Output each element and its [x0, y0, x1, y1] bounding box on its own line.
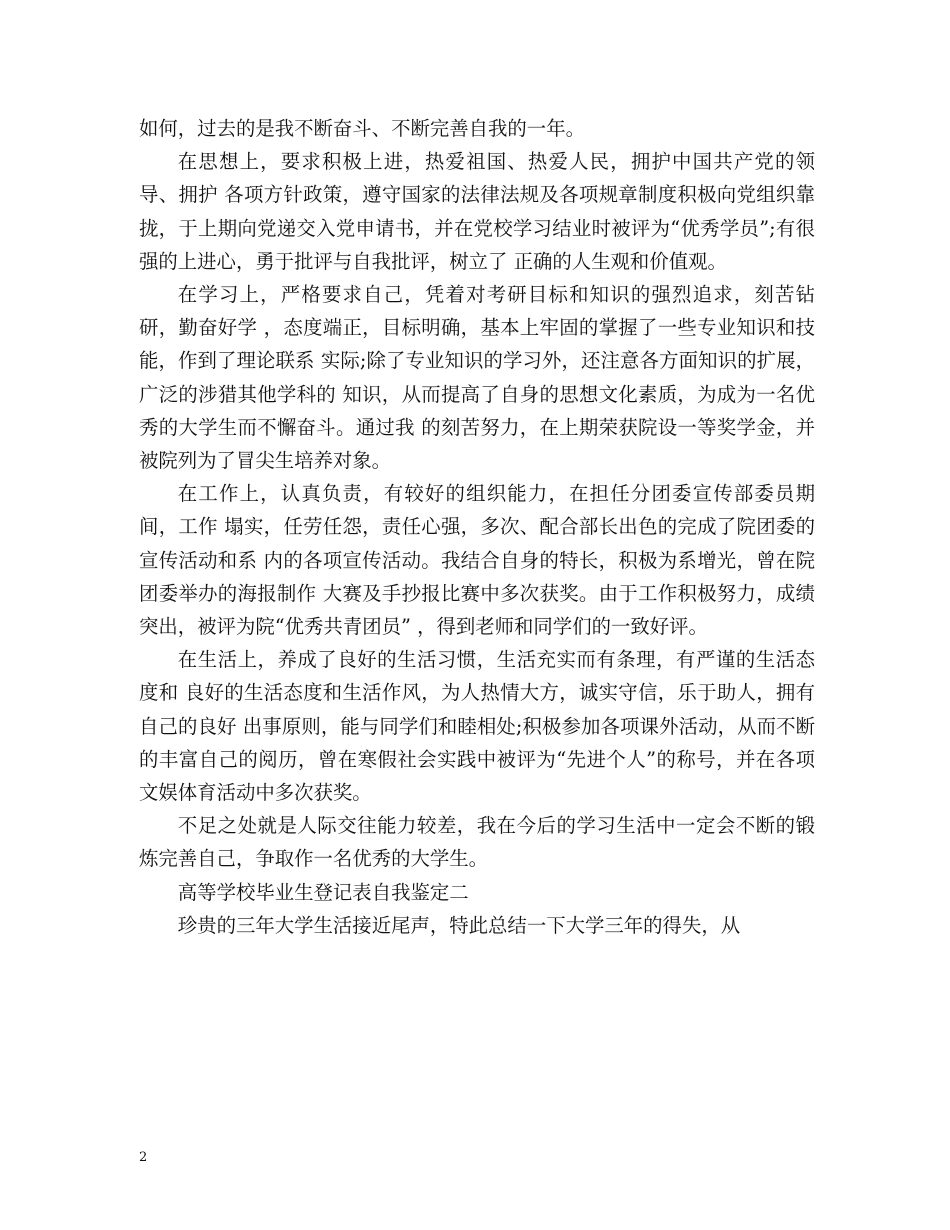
paragraph-second-intro: 珍贵的三年大学生活接近尾声，特此总结一下大学三年的得失，从	[177, 913, 741, 937]
section-heading: 高等学校毕业生登记表自我鉴定二	[177, 880, 469, 904]
paragraph-shortcomings: 不足之处就是人际交往能力较差，我在今后的学习生活中一定会不断的锻炼完善自己，争取作一名优秀的大学生。	[139, 814, 815, 871]
paragraph-thought: 在思想上，要求积极上进，热爱祖国、热爱人民，拥护中国共产党的领导、拥护 各项方针政策，遵守国家的法律法规及各项规章制度积极向党组织靠拢，于上期向党递交入党申请书，并在党校学习结业时被评为“优秀学员”;有很强的上进心，勇于批评与自我批评，树立了 正确的人生观和价值观。	[139, 150, 815, 273]
page-number: 2	[139, 1150, 148, 1165]
paragraph-life: 在生活上，养成了良好的生活习惯，生活充实而有条理，有严谨的生活态度和 良好的生活态度和生活作风，为人热情大方，诚实守信，乐于助人，拥有自己的良好 出事原则，能与同学们和睦相处;积极参加各项课外活动，从而不断的丰富自己的阅历，曾在寒假社会实践中被评为“先进个人”的称号，并在各项文娱体育活动中多次获奖。	[139, 648, 815, 805]
paragraph-study: 在学习上，严格要求自己，凭着对考研目标和知识的强烈追求，刻苦钻研，勤奋好学 ，态度端正，目标明确，基本上牢固的掌握了一些专业知识和技能，作到了理论联系 实际;除了专业知识的学习外，还注意各方面知识的扩展，广泛的涉猎其他学科的 知识，从而提高了自身的思想文化素质，为成为一名优秀的大学生而不懈奋斗。通过我 的刻苦努力，在上期荣获院设一等奖学金，并被院列为了冒尖生培养对象。	[139, 283, 815, 473]
document-body	[139, 112, 815, 942]
paragraph-work: 在工作上，认真负责，有较好的组织能力，在担任分团委宣传部委员期间，工作 塌实，任劳任怨，责任心强，多次、配合部长出色的完成了院团委的宣传活动和系 内的各项宣传活动。我结合自身的特长，积极为系增光，曾在院团委举办的海报制作 大赛及手抄报比赛中多次获奖。由于工作积极努力，成绩突出，被评为院“优秀共青团员” ，得到老师和同学们的一致好评。	[139, 482, 815, 639]
paragraph-continuation: 如何，过去的是我不断奋斗、不断完善自我的一年。	[139, 117, 585, 140]
